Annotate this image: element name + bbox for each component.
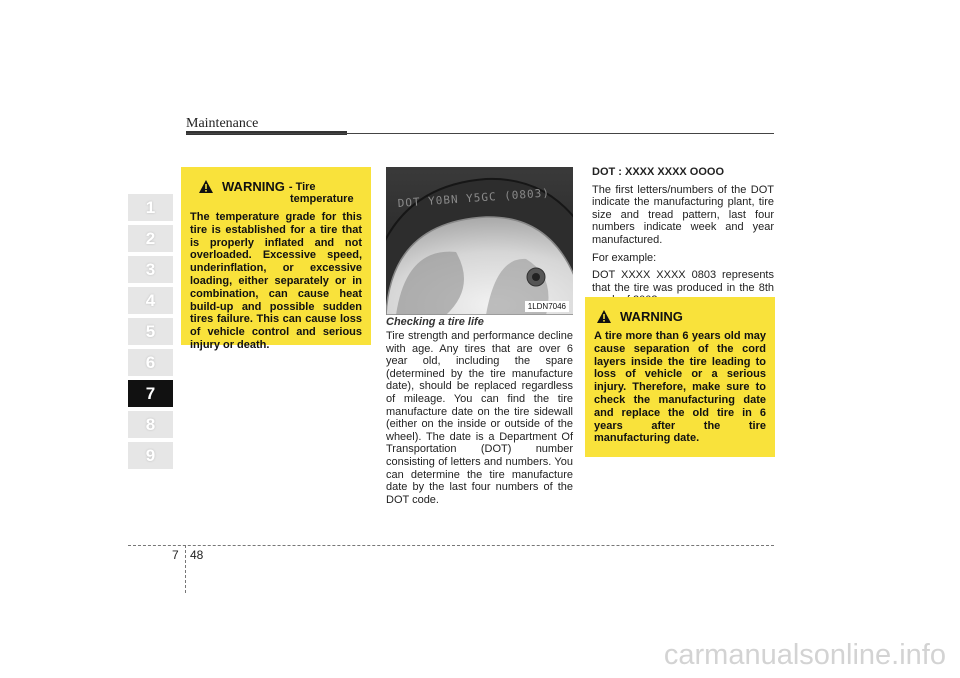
chapter-tab-7[interactable]: 7 (128, 380, 173, 407)
dot-explanation (592, 166, 774, 312)
footer-chapter-number: 7 (172, 548, 179, 562)
warning-title: WARNING (222, 179, 285, 194)
chapter-tab-8[interactable]: 8 (128, 411, 173, 438)
dot-paragraph-1: The first letters/numbers of the DOT indicate the manufacturing plant, tire size and tread pattern, last four numbers indicate week and year manufactured. (592, 183, 774, 246)
chapter-tab-4[interactable]: 4 (128, 287, 173, 314)
footer-page-number: 48 (190, 548, 204, 562)
page-header-title: Maintenance (186, 116, 259, 131)
tire-sidewall-photo (386, 167, 573, 315)
warning-body: The temperature grade for this tire is established for a tire that is properly inflated and not overloaded. Excessive speed, underinflation, or excessive loading, either separately or in combination, can cause heat build-up and possible sudden tires failure. This can cause loss of vehicle control and serious injury or death. (190, 211, 362, 351)
warning-triangle-icon (596, 309, 612, 324)
chapter-tab-2[interactable]: 2 (128, 225, 173, 252)
dot-code-heading: DOT : XXXX XXXX OOOO (592, 166, 725, 178)
sidewall-dot-text: DOT Y0BN Y5GC (0803) (397, 186, 551, 210)
warning-triangle-icon (198, 179, 214, 194)
chapter-tab-1[interactable]: 1 (128, 194, 173, 221)
watermark: carmanualsonline.info (663, 639, 946, 671)
chapter-tab-9[interactable]: 9 (128, 442, 173, 469)
warning-subtitle: - Tire (288, 181, 316, 193)
warning-title: WARNING (620, 309, 683, 324)
dot-paragraph-2: For example: (592, 251, 657, 264)
warning-box-tire-age (585, 297, 775, 457)
header-rule (186, 133, 774, 134)
chapter-tab-5[interactable]: 5 (128, 318, 173, 345)
warning-box-tire-temperature (181, 167, 371, 351)
photo-label: 1LDN7046 (525, 301, 569, 312)
chapter-tab-3[interactable]: 3 (128, 256, 173, 283)
footer-divider (185, 545, 186, 593)
tire-illustration (386, 167, 573, 315)
chapter-tabs (128, 194, 173, 473)
warning-body: A tire more than 6 years old may cause separation of the cord layers inside the tire leading to loss of vehicle or a serious injury. Therefore, make sure to check the manufacturing date and replace the old tire in 6 years after the tire manufacturing date. (594, 330, 766, 445)
section-body-text: Tire strength and performance decline with age. Any tires that are over 6 year old, including the spare (determined by the tire manufacture date), should be replaced regardless of mileage. You can find the tire manufacture date on the tire sidewall (either on the inside or outside of the wheel). The date is a Department Of Transportation (DOT) number consisting of letters and numbers. You can determine the tire manufacture date by the last four numbers of the DOT code. (386, 330, 573, 506)
section-caption: Checking a tire life (386, 316, 484, 328)
chapter-tab-6[interactable]: 6 (128, 349, 173, 376)
footer-rule (128, 545, 774, 546)
dot-paragraph-3: DOT XXXX XXXX 0803 represents that the tire was produced in the 8th (592, 269, 774, 294)
warning-subtitle-continued: temperature (290, 193, 354, 205)
